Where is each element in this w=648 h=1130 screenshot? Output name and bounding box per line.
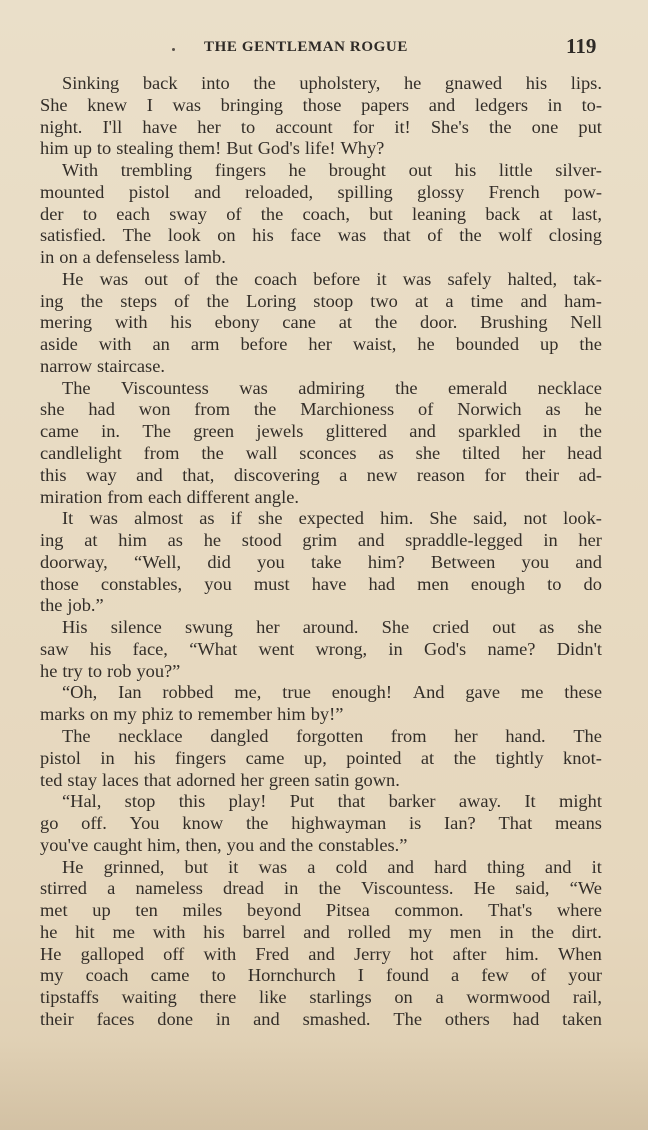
text-line: mounted pistol and reloaded, spilling glossy French pow- — [40, 181, 602, 202]
text-line: With trembling fingers he brought out his little silver- — [62, 160, 602, 181]
text-line: ing the steps of the Loring stoop two at a time and ham- — [40, 290, 602, 311]
text-line: night. I'll have her to account for it! She's the one put — [40, 116, 602, 137]
page-header — [0, 33, 648, 63]
text-line: came in. The green jewels glittered and sparkled in the — [40, 421, 602, 442]
text-line: mering with his ebony cane at the door. Brushing Nell — [40, 312, 602, 333]
text-line: go off. You know the highwayman is Ian? That means — [40, 813, 602, 834]
body-text — [40, 73, 602, 1031]
text-line: She knew I was bringing those papers and ledgers in to- — [40, 94, 602, 115]
text-line: He grinned, but it was a cold and hard thing and it — [62, 856, 602, 877]
text-line: He was out of the coach before it was safely halted, tak- — [62, 268, 602, 289]
text-line: tipstaffs waiting there like starlings on a wormwood rail, — [40, 987, 602, 1008]
text-line: Sinking back into the upholstery, he gnawed his lips. — [62, 73, 602, 93]
page-number: 119 — [566, 34, 597, 58]
text-line: the job.” — [40, 595, 104, 616]
text-line: The Viscountess was admiring the emerald necklace — [62, 377, 602, 398]
text-line: in on a defenseless lamb. — [40, 247, 226, 268]
text-line: those constables, you must have had men enough to do — [40, 573, 602, 594]
text-line: “Oh, Ian robbed me, true enough! And gave me these — [62, 682, 602, 703]
text-line: he try to rob you?” — [40, 660, 181, 681]
text-line: pistol in his fingers came up, pointed at the tightly knot- — [40, 747, 602, 768]
text-line: he hit me with his barrel and rolled my men in the dirt. — [40, 921, 602, 942]
text-line: aside with an arm before her waist, he bounded up the — [40, 334, 602, 355]
text-line: His silence swung her around. She cried out as she — [62, 617, 602, 638]
text-line: marks on my phiz to remember him by!” — [40, 704, 344, 725]
text-line: met up ten miles beyond Pitsea common. That's where — [40, 900, 602, 921]
text-line: you've caught him, then, you and the constables.” — [40, 834, 408, 855]
text-line: him up to stealing them! But God's life! Why? — [40, 138, 385, 159]
running-title: THE GENTLEMAN ROGUE — [204, 39, 408, 55]
text-line: der to each sway of the coach, but leaning back at last, — [40, 203, 602, 224]
text-line: narrow staircase. — [40, 355, 165, 376]
text-line: stirred a nameless dread in the Viscountess. He said, “We — [40, 878, 602, 899]
text-line: He galloped off with Fred and Jerry hot after him. When — [40, 943, 602, 964]
text-line: ted stay laces that adorned her green satin gown. — [40, 769, 400, 790]
text-line: It was almost as if she expected him. She said, not look- — [62, 508, 602, 529]
text-line: candlelight from the wall sconces as she tilted her head — [40, 443, 602, 464]
text-line: ing at him as he stood grim and spraddle-legged in her — [40, 530, 602, 551]
text-line: doorway, “Well, did you take him? Between you and — [40, 551, 602, 572]
text-line: satisfied. The look on his face was that of the wolf closing — [40, 225, 602, 246]
text-line: saw his face, “What went wrong, in God's name? Didn't — [40, 638, 602, 659]
text-line: their faces done in and smashed. The others had taken — [40, 1008, 602, 1029]
text-line: “Hal, stop this play! Put that barker away. It might — [62, 791, 602, 812]
text-line: this way and that, discovering a new reason for their ad- — [40, 464, 602, 485]
text-line: miration from each different angle. — [40, 486, 299, 507]
header-dot — [172, 48, 175, 51]
text-line: The necklace dangled forgotten from her hand. The — [62, 725, 602, 746]
text-line: she had won from the Marchioness of Norwich as he — [40, 399, 602, 420]
text-line: my coach came to Hornchurch I found a few of your — [40, 965, 602, 986]
